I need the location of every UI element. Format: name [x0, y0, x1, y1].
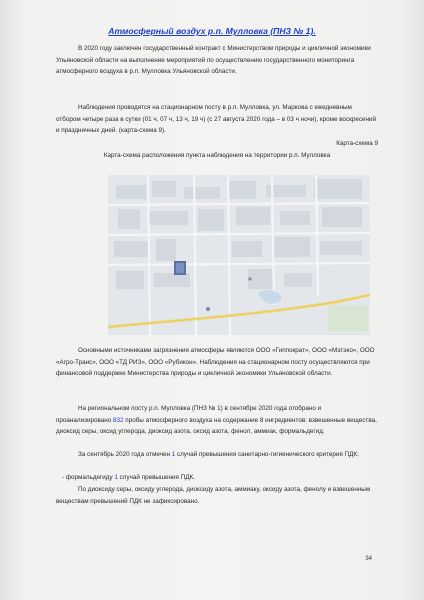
page-number: 34: [365, 556, 372, 562]
exceedances-text-a: За сентябрь 2020 года отмечен: [78, 451, 172, 458]
list-item-text-b: случай превышения ПДК.: [117, 474, 195, 481]
exceedances-text-b: случай превышения санитарно-гигиенического критерия ПДК:: [175, 451, 359, 458]
paragraph-observations: Наблюдения проводятся на стационарном посту в р.п. Мулловка, ул. Маркова с ежедневным отбором четыре раза в сутки (01 ч, 07 ч, 13 ч, 19 ч) (с 27 августа 2020 года – в 03 ч ночи), кроме воскресений и праздничных дней. (карта-схема 9).: [56, 104, 377, 135]
list-item-count: 1: [114, 474, 118, 481]
map-scheme: [108, 175, 370, 335]
paragraph-exceedances: [56, 449, 378, 461]
page-title: Атмосферный воздух р.п. Мулловка (ПНЗ № 1).: [108, 26, 316, 36]
map-caption-label: Карта-схема 9: [336, 140, 378, 147]
map-image: [108, 175, 370, 335]
samples-count: 832: [113, 416, 124, 424]
samples-text-a: На региональном посту р.п. Мулловка (ПНЗ № 1) в сентябре 2020 года отобрано и проанализировано: [56, 405, 322, 424]
paragraph-samples: [56, 403, 378, 438]
samples-text-b: пробы атмосферного воздуха на содержание 8 ингредиентов: взвешенные вещества, диоксид серы, оксид углерода, диоксид азота, оксид азота, фенол, аммиак, формальдегид.: [56, 416, 377, 436]
exceedances-count: 1: [171, 451, 176, 458]
paragraph-contract: В 2020 году заключен государственный контракт с Министерством природы и цикличной экономики Ульяновской области на выполнение мероприятий по осуществлению государственного мониторинга атмосферного воздуха в р.п. Мулловка Ульяновской области.: [56, 45, 371, 76]
map-caption: Карта-схема расположения пункта наблюдения на территории р.п. Мулловка: [103, 152, 331, 159]
paragraph-no-exceedances: По диоксиду серы, оксиду углерода, диоксиду азота, аммиаку, оксиду азота, фенолу и взвешенным веществам превышений ПДК не зафиксировано.: [56, 486, 371, 505]
list-item-formaldehyde: [62, 472, 378, 484]
list-item-text-a: - формальдегиду: [62, 474, 115, 481]
paragraph-sources: Основными источниками загрязнения атмосферы являются ООО «Гиппократ», ООО «Мэтэко», ООО «Агро-Транс», ООО «ТД РИЗ», ООО «Рубикон». Наблюдения на стационарном посту осуществляются при финансовой поддержке Министерства природы и цикличной экономики Ульяновской области.: [56, 347, 375, 378]
